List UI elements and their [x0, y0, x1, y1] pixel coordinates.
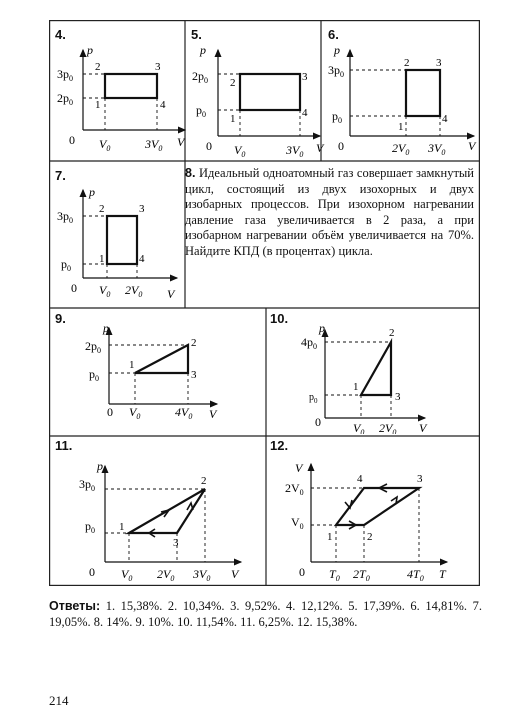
answers-block — [49, 598, 482, 630]
problem-10-number: 10. — [270, 311, 289, 326]
svg-text:p0: $p_0$ — [89, 367, 99, 383]
tick-label: V — [129, 405, 137, 419]
origin-label: 0 — [315, 415, 321, 429]
axis-v-label: V — [468, 139, 476, 153]
svg-text:3V0: $3V_0$ — [286, 143, 304, 158]
tick-label: 4p — [301, 335, 313, 349]
point-label: 3 — [417, 473, 423, 485]
tick-label: 3V — [145, 137, 159, 151]
axis-v-label: V — [177, 135, 185, 149]
point-label: 1 — [327, 531, 333, 543]
svg-text:T0: $T_0$ — [329, 567, 340, 583]
svg-text:2V0: $2V_0$ — [379, 421, 397, 434]
axis-p-label: p — [89, 185, 95, 199]
svg-text:3p0: $3p_0$ — [57, 67, 73, 83]
tick-label: 3V — [193, 567, 207, 581]
tick-label: 3p — [79, 477, 91, 491]
svg-text:2V0: $2V_0$ — [285, 481, 304, 497]
point-label: 2 — [99, 203, 105, 215]
problem-5-graph — [190, 40, 325, 158]
axis-p-label: p — [97, 459, 103, 473]
point-label: 1 — [353, 381, 359, 393]
svg-text:2T0: $2T_0$ — [353, 567, 370, 583]
origin-label: 0 — [89, 565, 95, 579]
svg-text:2V0: $2V_0$ — [392, 141, 410, 157]
axis-v-label: V — [316, 141, 324, 155]
axis-p-label: p — [319, 322, 325, 335]
tick-label: p — [61, 257, 67, 271]
answers-list: 1. 15,38%. 2. 10,34%. 3. 9,52%. 4. 12,12%. 5. 17,39%. 6. 14,81%. 7. 19,05%. 8. 14%. 9. 10%. 10. 11,54%. 11. 6,25%. 12. 15,38%. — [49, 599, 482, 629]
point-label: 4 — [357, 473, 363, 485]
tick-label: 3p — [57, 67, 69, 81]
problem-4-number: 4. — [55, 27, 66, 42]
tick-label: 2V — [392, 141, 406, 155]
svg-text:p0: $p_0$ — [85, 519, 95, 535]
point-label: 1 — [129, 359, 135, 371]
svg-text:3V0: $3V_0$ — [428, 141, 446, 157]
point-label: 2 — [367, 531, 373, 543]
svg-text:3V0: $3V_0$ — [145, 137, 163, 153]
svg-text:V0: $V_0$ — [234, 143, 246, 158]
point-label: 2 — [201, 475, 207, 487]
problem-4-graph — [55, 40, 190, 158]
tick-label: 2p — [85, 339, 97, 353]
svg-text:4V0: $4V_0$ — [175, 405, 193, 420]
svg-text:3p0: $3p_0$ — [57, 209, 73, 225]
point-label: 2 — [389, 327, 395, 339]
point-label: 2 — [404, 57, 410, 69]
svg-text:p0: $p_0$ — [61, 257, 71, 273]
tick-label: V — [234, 143, 242, 157]
axis-v-label: V — [167, 287, 175, 301]
page-number: 214 — [49, 693, 69, 708]
origin-label: 0 — [206, 139, 212, 153]
tick-label: 3V — [286, 143, 300, 157]
problem-7-number: 7. — [55, 168, 66, 183]
axis-p-label: p — [334, 43, 340, 57]
tick-label: V — [353, 421, 361, 434]
tick-label: 2V — [285, 481, 300, 495]
tick-label: 2V — [379, 421, 393, 434]
svg-text:V0: $V_0$ — [99, 137, 111, 153]
problem-9-number: 9. — [55, 311, 66, 326]
problem-9-graph — [85, 320, 225, 420]
axis-v-label: V — [209, 407, 217, 420]
origin-label: 0 — [71, 281, 77, 295]
axis-v-label: V — [419, 421, 427, 434]
svg-text:V0: $V_0$ — [121, 567, 133, 583]
tick-label: 2V — [157, 567, 171, 581]
svg-text:3p0: $3p_0$ — [328, 63, 344, 79]
tick-label: 2p — [192, 69, 204, 83]
problem-8-text — [185, 166, 474, 260]
point-label: 4 — [302, 107, 308, 119]
svg-text:3p0: $3p_0$ — [79, 477, 95, 493]
tick-label: p — [85, 519, 91, 533]
point-label: 3 — [395, 391, 401, 403]
tick-label: V — [291, 515, 300, 529]
point-label: 4 — [160, 99, 166, 111]
problem-12-number: 12. — [270, 438, 289, 453]
tick-label: T — [329, 567, 336, 581]
point-label: 2 — [191, 337, 197, 349]
problem-11-graph — [75, 458, 245, 586]
problem-10-graph — [295, 322, 435, 434]
svg-text:3V0: $3V_0$ — [193, 567, 211, 583]
svg-text:2V0: $2V_0$ — [125, 283, 143, 299]
tick-label: V — [121, 567, 129, 581]
tick-label: 3V — [428, 141, 442, 155]
svg-text:V0: $V_0$ — [291, 515, 304, 531]
point-label: 3 — [139, 203, 145, 215]
problem-8-statement: Идеальный одноатомный газ совершает замкнутый цикл, состоящий из двух изохорных и двух изобарных процессов. При изохорном нагревании давление газа увеличивается в 2 раза, а при изобарном нагревании объём увеличивается на 70%. Найдите КПД (в процентах) цикла. — [185, 166, 474, 258]
problem-8-number: 8. — [185, 166, 196, 180]
svg-text:V0: $V_0$ — [129, 405, 141, 420]
axis-p-label: p — [87, 43, 93, 57]
tick-label: 4T — [407, 567, 420, 581]
tick-label: 2T — [353, 567, 366, 581]
problem-11-number: 11. — [55, 438, 73, 453]
svg-text:V0: $V_0$ — [99, 283, 111, 299]
point-label: 3 — [302, 71, 308, 83]
axis-t-label: T — [439, 567, 446, 581]
svg-text:2p0: $2p_0$ — [57, 91, 73, 107]
origin-label: 0 — [299, 565, 305, 579]
point-label: 4 — [139, 253, 145, 265]
problem-6-graph — [328, 40, 478, 158]
point-label: 1 — [119, 521, 125, 533]
point-label: 1 — [99, 253, 105, 265]
point-label: 2 — [230, 77, 236, 89]
tick-label: p — [332, 109, 338, 123]
problem-12-graph — [283, 460, 453, 588]
problem-5-number: 5. — [191, 27, 202, 42]
tick-label: p — [89, 367, 95, 381]
tick-label: p — [196, 103, 202, 117]
tick-label: p — [309, 392, 314, 403]
tick-label: 2p — [57, 91, 69, 105]
point-label: 3 — [155, 61, 161, 73]
origin-label: 0 — [107, 405, 113, 419]
origin-label: 0 — [338, 139, 344, 153]
axis-v-label: V — [295, 461, 303, 475]
tick-label: V — [99, 137, 107, 151]
problem-6-number: 6. — [328, 27, 339, 42]
svg-text:p0: $p_0$ — [332, 109, 342, 125]
tick-label: 2V — [125, 283, 139, 297]
answers-label: Ответы: — [49, 599, 101, 613]
tick-label: 4V — [175, 405, 189, 419]
point-label: 3 — [191, 369, 197, 381]
svg-text:V0: $V_0$ — [353, 421, 365, 434]
origin-label: 0 — [69, 133, 75, 147]
point-label: 4 — [442, 113, 448, 125]
point-label: 1 — [230, 113, 236, 125]
svg-text:4T0: $4T_0$ — [407, 567, 424, 583]
point-label: 2 — [95, 61, 101, 73]
tick-label: 3p — [57, 209, 69, 223]
point-label: 3 — [173, 537, 179, 549]
svg-text:4p0: $4p_0$ — [301, 335, 317, 351]
problem-7-graph — [55, 182, 185, 302]
point-label: 1 — [95, 99, 101, 111]
tick-label: 3p — [328, 63, 340, 77]
svg-text:2p0: $2p_0$ — [192, 69, 208, 85]
axis-p-label: p — [103, 321, 109, 335]
point-label: 1 — [398, 121, 404, 133]
axis-p-label: p — [200, 43, 206, 57]
svg-text:2p0: $2p_0$ — [85, 339, 101, 355]
point-label: 3 — [436, 57, 442, 69]
axis-v-label: V — [231, 567, 239, 581]
svg-text:p0: $p_0$ — [196, 103, 206, 119]
tick-label: V — [99, 283, 107, 297]
svg-text:2V0: $2V_0$ — [157, 567, 175, 583]
svg-text:p0: $p_0$ — [309, 392, 318, 405]
